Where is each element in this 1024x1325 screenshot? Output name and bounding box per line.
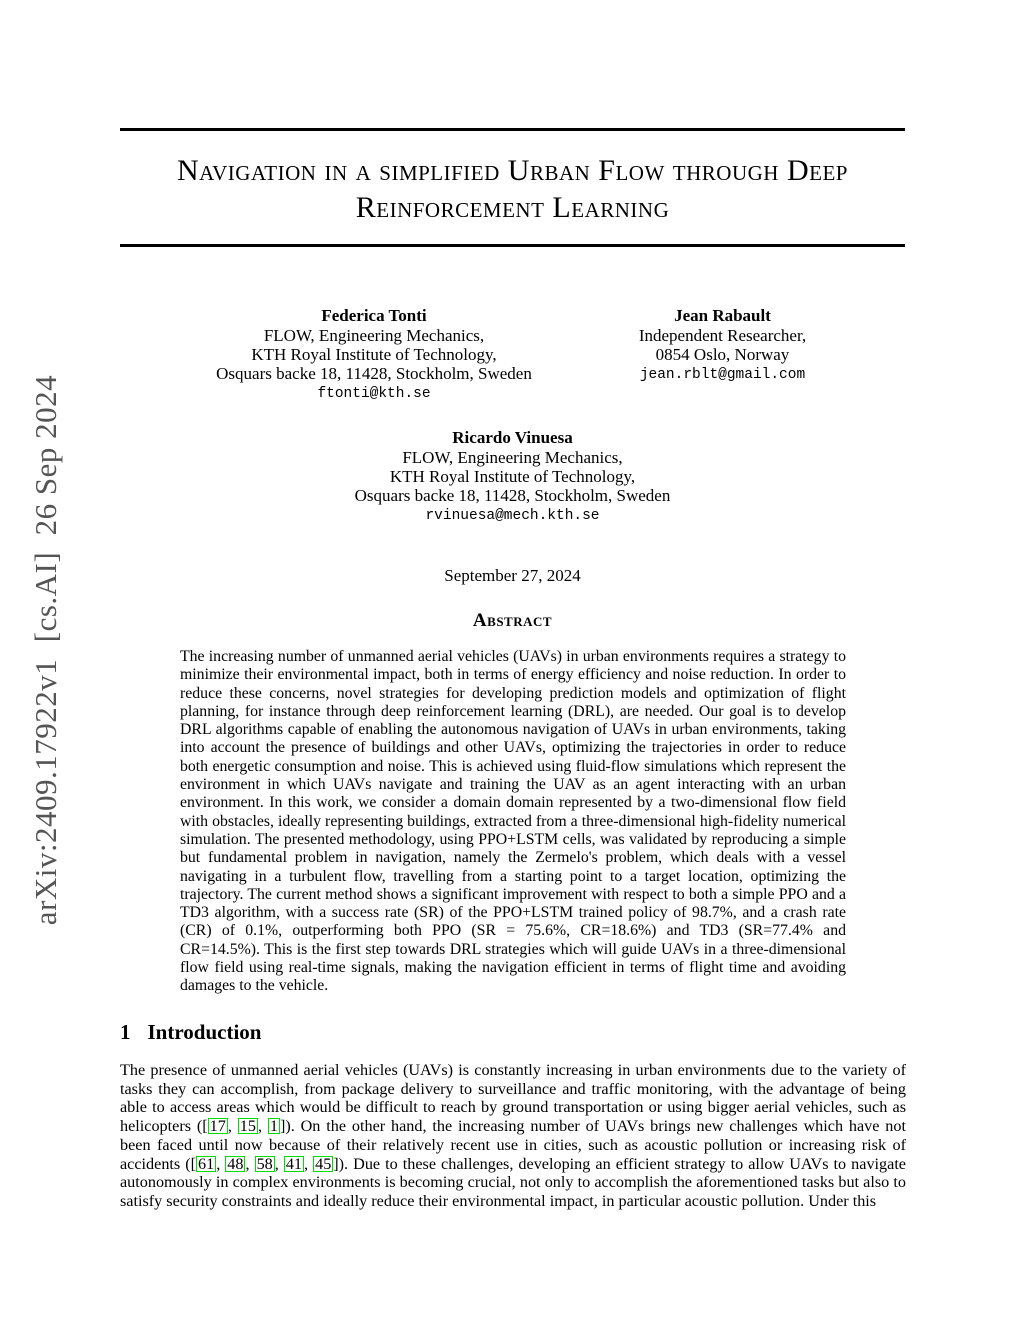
section-number: 1 [120, 1020, 131, 1044]
arxiv-banner: arXiv:2409.17922v1 [cs.AI] 26 Sep 2024 [28, 374, 63, 926]
author-name: Jean Rabault [674, 306, 771, 325]
intro-paragraph: The presence of unmanned aerial vehicles (UAVs) is constantly increasing in urban environments due to the variety of tasks they can accomplish, from package delivery to surveillance and traffic monitoring, with the advantage of being able to access areas which would be difficult to reach by ground transportation or using bigger aerial vehicles, such as helicopters ([ 17 , 15 , 1 ]). On the other hand, the increasing number of UAVs brings new challenges which have not been faced until now because of their relatively recent use in cities, such as acoustic pollution or increasing risk of accidents ([ 61 , 48 , 58 , 41 , 45 ]). Due to these challenges, developing an efficient strategy to allow UAVs to navigate autonomously in complex environments is becoming crucial, not only to accomplish the aforementioned tasks but also to satisfy security constraints and ideally reduce their environmental impact, in particular acoustic pollution. Under this [120, 1061, 906, 1210]
author-affiliation-line: Independent Researcher, [638, 326, 807, 345]
citation-link[interactable]: 58 [256, 1154, 273, 1173]
citation-link[interactable]: 48 [227, 1154, 244, 1173]
citation-link[interactable]: 17 [209, 1117, 226, 1136]
author-affiliation-line: FLOW, Engineering Mechanics, [263, 326, 485, 345]
citation-link[interactable]: 61 [198, 1154, 215, 1173]
author-email: rvinuesa@mech.kth.se [425, 508, 600, 524]
author-name: Federica Tonti [321, 306, 427, 325]
section-heading-introduction [120, 1020, 261, 1045]
abstract-text: The increasing number of unmanned aerial vehicles (UAVs) in urban environments requires a strategy to minimize their environmental impact, both in terms of energy efficiency and noise reduction. In order to reduce these concerns, novel strategies for developing prediction models and optimization of flight planning, for instance through deep reinforcement learning (DRL), are needed. Our goal is to develop DRL algorithms capable of enabling the autonomous navigation of UAVs in urban environments, taking into account the presence of buildings and other UAVs, optimizing the trajectories in order to reduce both energetic consumption and noise. This is achieved using fluid-flow simulations which represent the environment in which UAVs navigate and training the UAV as an agent interacting with an urban environment. In this work, we consider a domain domain represented by a two-dimensional flow field with obstacles, ideally representing buildings, extracted from a three-dimensional high-fidelity numerical simulation. The presented methodology, using PPO+LSTM cells, was validated by reproducing a simple but fundamental problem in navigation, namely the Zermelo's problem, which deals with a vessel navigating in a turbulent flow, travelling from a starting point to a target location, optimizing the trajectory. The current method shows a significant improvement with respect to both a simple PPO and a TD3 algorithm, with a success rate (SR) of the PPO+LSTM trained policy of 98.7%, and a crash rate (CR) of 0.1%, outperforming both PPO (SR = 75.6%, CR=18.6%) and TD3 (SR=77.4% and CR=14.5%). This is the first step towards DRL strategies which will guide UAVs in a three-dimensional flow field using real-time signals, making the navigation efficient in terms of flight time and avoiding damages to the vehicle. [180, 648, 846, 995]
abstract-heading: Abstract [472, 610, 553, 631]
author-affiliation-line: 0854 Oslo, Norway [655, 345, 790, 364]
author-email: ftonti@kth.se [317, 386, 431, 402]
citation-link[interactable]: 15 [239, 1117, 256, 1136]
author-affiliation-line: KTH Royal Institute of Technology, [251, 345, 497, 364]
author-affiliation-line: Osquars backe 18, 11428, Stockholm, Sweden [216, 364, 532, 383]
title-rule-top [120, 128, 905, 131]
author-block-jean-rabault [590, 306, 855, 385]
author-affiliation-line: FLOW, Engineering Mechanics, [402, 448, 623, 467]
section-title: Introduction [147, 1020, 262, 1044]
author-email: jean.rblt@gmail.com [639, 367, 806, 383]
paper-title [120, 152, 905, 226]
author-name: Ricardo Vinuesa [452, 428, 573, 447]
citation-link[interactable]: 1 [269, 1117, 278, 1136]
citation-link[interactable]: 45 [315, 1154, 332, 1173]
author-affiliation-line: Osquars backe 18, 11428, Stockholm, Sweden [354, 486, 671, 505]
paper-title-line-1: Navigation in a simplified Urban Flow through Deep [177, 154, 848, 187]
author-block-federica-tonti [204, 306, 544, 404]
title-rule-bottom [120, 244, 905, 247]
author-affiliation-line: KTH Royal Institute of Technology, [389, 467, 636, 486]
paper-date: September 27, 2024 [444, 566, 581, 585]
author-block-ricardo-vinuesa [120, 428, 905, 526]
citation-link[interactable]: 41 [285, 1154, 303, 1173]
paper-title-line-2: Reinforcement Learning [355, 191, 670, 224]
